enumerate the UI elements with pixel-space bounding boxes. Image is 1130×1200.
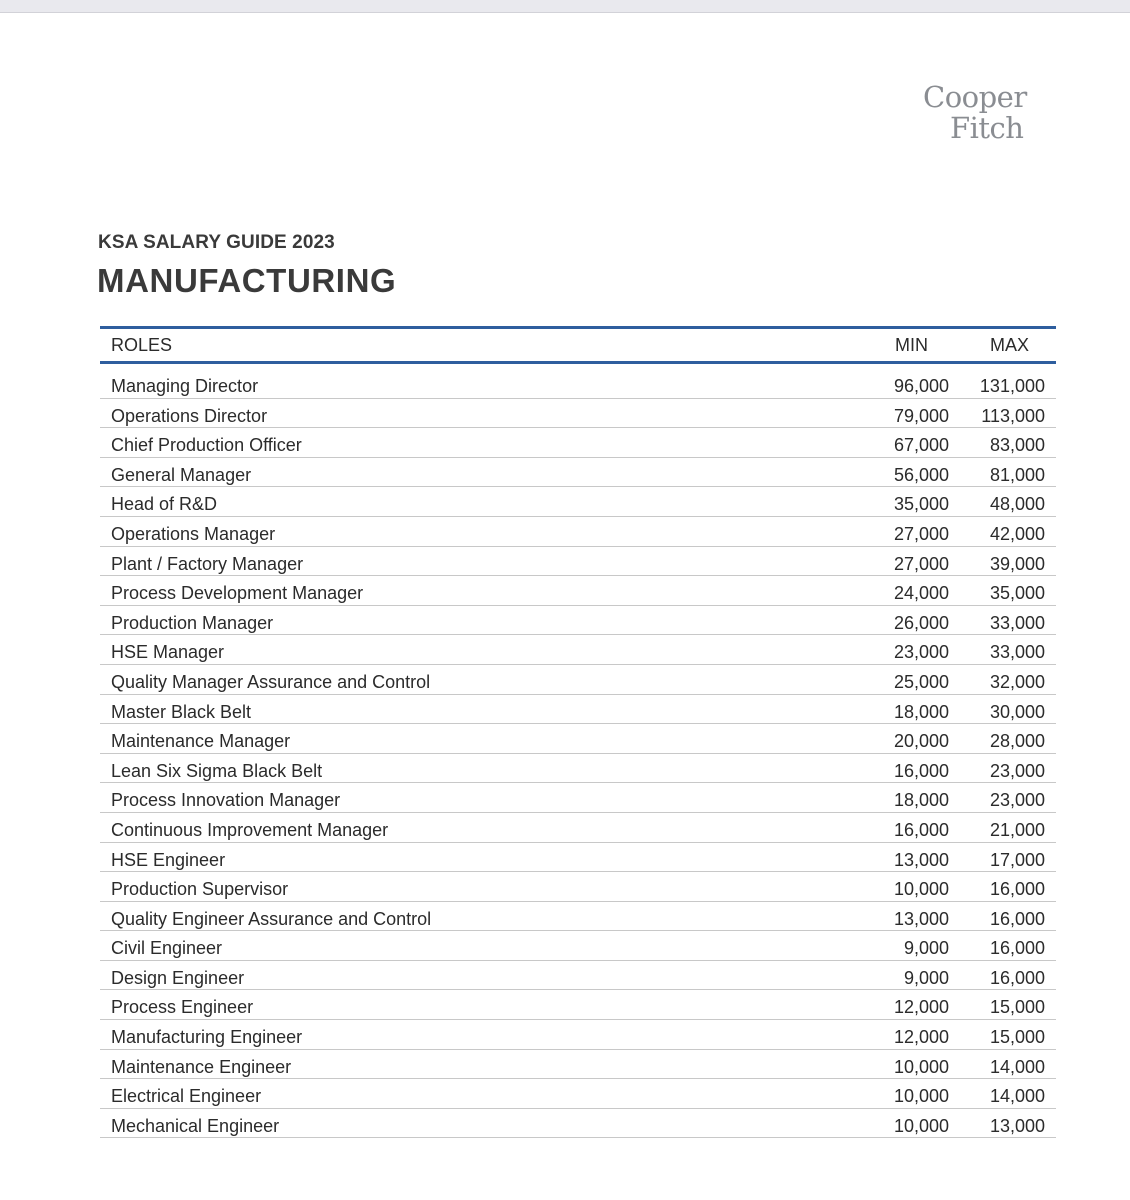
table-row — [100, 487, 1056, 517]
column-header-min: MIN — [895, 335, 928, 355]
min-salary-cell: 67,000 — [893, 435, 949, 456]
table-row — [100, 843, 1056, 873]
table-row — [100, 1050, 1056, 1080]
max-salary-cell: 113,000 — [981, 405, 1045, 426]
table-row — [100, 1109, 1056, 1139]
min-salary-cell: 96,000 — [893, 376, 949, 396]
max-salary-cell: 14,000 — [989, 1086, 1045, 1107]
max-salary-cell: 13,000 — [989, 1115, 1045, 1136]
min-salary-cell: 23,000 — [893, 642, 949, 663]
table-row — [100, 902, 1056, 932]
table-row — [100, 606, 1056, 636]
min-salary-cell: 10,000 — [893, 1086, 949, 1107]
min-salary-cell: 26,000 — [893, 612, 949, 633]
max-salary-cell: 83,000 — [989, 435, 1045, 456]
role-cell: Maintenance Manager — [111, 731, 291, 752]
table-row — [100, 1079, 1056, 1109]
max-salary-cell: 35,000 — [989, 583, 1045, 604]
max-salary-cell: 30,000 — [989, 701, 1045, 722]
role-cell: Head of R&D — [111, 494, 218, 515]
max-salary-cell: 16,000 — [989, 908, 1045, 929]
max-salary-cell: 16,000 — [989, 967, 1045, 988]
role-cell: Operations Manager — [111, 523, 276, 544]
role-cell: General Manager — [111, 464, 252, 485]
table-row — [100, 547, 1056, 577]
role-cell: Production Manager — [111, 612, 274, 633]
max-salary-cell: 81,000 — [989, 464, 1045, 485]
column-header-roles: ROLES — [111, 335, 173, 355]
table-row — [100, 665, 1056, 695]
min-salary-cell: 25,000 — [893, 671, 949, 692]
min-salary-cell: 12,000 — [893, 997, 949, 1018]
min-salary-cell: 18,000 — [893, 790, 949, 811]
max-salary-cell: 16,000 — [989, 938, 1045, 959]
table-row — [100, 399, 1056, 429]
max-salary-cell: 48,000 — [989, 494, 1045, 515]
role-cell: Process Development Manager — [111, 583, 364, 604]
role-cell: Plant / Factory Manager — [111, 553, 304, 574]
role-cell: Civil Engineer — [111, 938, 223, 959]
min-salary-cell: 10,000 — [893, 1115, 949, 1136]
table-row — [100, 369, 1056, 399]
role-cell: HSE Manager — [111, 642, 225, 663]
table-row — [100, 872, 1056, 902]
column-header-max: MAX — [990, 335, 1030, 355]
role-cell: Master Black Belt — [111, 701, 252, 722]
cooper-fitch-logo — [914, 82, 1034, 144]
min-salary-cell: 27,000 — [893, 553, 949, 574]
min-salary-cell: 13,000 — [893, 849, 949, 870]
role-cell: Mechanical Engineer — [111, 1115, 280, 1136]
min-salary-cell: 79,000 — [893, 405, 949, 426]
logo-line-2: Fitch — [950, 111, 1024, 145]
table-row — [100, 783, 1056, 813]
table-row — [100, 458, 1056, 488]
max-salary-cell: 39,000 — [989, 553, 1045, 574]
min-salary-cell: 16,000 — [893, 760, 949, 781]
table-row — [100, 754, 1056, 784]
table-row — [100, 428, 1056, 458]
role-cell: Lean Six Sigma Black Belt — [111, 760, 323, 781]
min-salary-cell: 16,000 — [893, 819, 949, 840]
max-salary-cell: 23,000 — [989, 790, 1045, 811]
min-salary-cell: 24,000 — [893, 583, 949, 604]
min-salary-cell: 56,000 — [893, 464, 949, 485]
min-salary-cell: 13,000 — [893, 908, 949, 929]
max-salary-cell: 17,000 — [989, 849, 1045, 870]
table-row — [100, 576, 1056, 606]
role-cell: HSE Engineer — [111, 849, 226, 870]
table-row — [100, 961, 1056, 991]
table-row — [100, 1020, 1056, 1050]
min-salary-cell: 12,000 — [893, 1027, 949, 1048]
role-cell: Chief Production Officer — [111, 435, 302, 456]
min-salary-cell: 20,000 — [893, 731, 949, 752]
max-salary-cell: 33,000 — [989, 612, 1045, 633]
max-salary-cell: 32,000 — [989, 671, 1045, 692]
role-cell: Production Supervisor — [111, 879, 289, 900]
table-row — [100, 990, 1056, 1020]
max-salary-cell: 131,000 — [979, 376, 1045, 396]
role-cell: Process Engineer — [111, 997, 254, 1018]
role-cell: Manufacturing Engineer — [111, 1027, 303, 1048]
table-row — [100, 931, 1056, 961]
table-row — [100, 635, 1056, 665]
min-salary-cell: 10,000 — [893, 879, 949, 900]
role-cell: Electrical Engineer — [111, 1086, 262, 1107]
min-salary-cell: 9,000 — [903, 938, 949, 959]
page-title: MANUFACTURING — [97, 262, 397, 299]
max-salary-cell: 23,000 — [989, 760, 1045, 781]
role-cell: Design Engineer — [111, 967, 245, 988]
role-cell: Process Innovation Manager — [111, 790, 341, 811]
logo-line-1: Cooper — [923, 80, 1027, 114]
min-salary-cell: 35,000 — [893, 494, 949, 515]
role-cell: Quality Manager Assurance and Control — [111, 671, 431, 692]
max-salary-cell: 28,000 — [989, 731, 1045, 752]
max-salary-cell: 42,000 — [989, 523, 1045, 544]
role-cell: Maintenance Engineer — [111, 1056, 292, 1077]
table-header — [100, 326, 1056, 364]
max-salary-cell: 15,000 — [989, 1027, 1045, 1048]
min-salary-cell: 10,000 — [893, 1056, 949, 1077]
window-top-bar — [0, 0, 1130, 13]
table-row — [100, 813, 1056, 843]
role-cell: Managing Director — [111, 376, 259, 396]
role-cell: Continuous Improvement Manager — [111, 819, 389, 840]
salary-table — [100, 326, 1056, 1138]
role-cell: Quality Engineer Assurance and Control — [111, 908, 432, 929]
table-row — [100, 695, 1056, 725]
max-salary-cell: 14,000 — [989, 1056, 1045, 1077]
table-body — [100, 369, 1056, 1138]
min-salary-cell: 9,000 — [903, 967, 949, 988]
min-salary-cell: 18,000 — [893, 701, 949, 722]
min-salary-cell: 27,000 — [893, 523, 949, 544]
role-cell: Operations Director — [111, 405, 268, 426]
max-salary-cell: 33,000 — [989, 642, 1045, 663]
max-salary-cell: 15,000 — [989, 997, 1045, 1018]
max-salary-cell: 16,000 — [989, 879, 1045, 900]
guide-subtitle: KSA SALARY GUIDE 2023 — [98, 232, 335, 253]
table-row — [100, 724, 1056, 754]
max-salary-cell: 21,000 — [989, 819, 1045, 840]
table-row — [100, 517, 1056, 547]
